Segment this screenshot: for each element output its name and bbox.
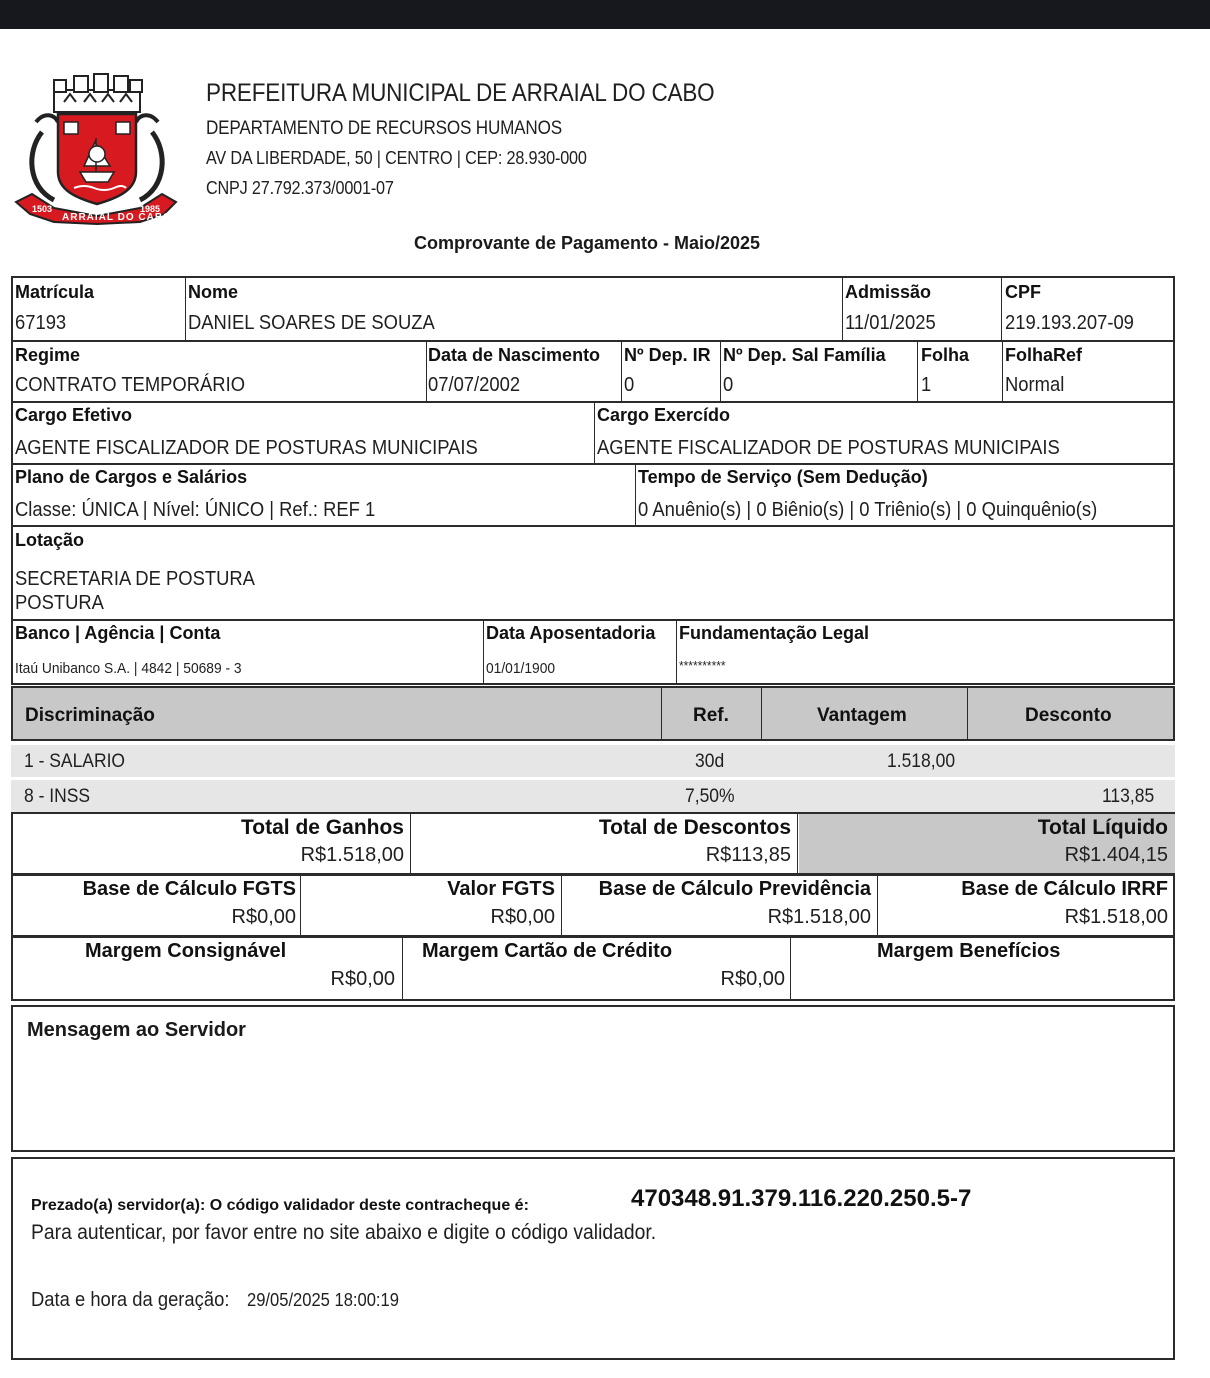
cpf-value: 219.193.207-09 — [1005, 312, 1134, 334]
total-liquido-label: Total Líquido — [1037, 816, 1168, 839]
base-fgts-label: Base de Cálculo FGTS — [82, 878, 296, 900]
cargo-efetivo-label: Cargo Efetivo — [15, 405, 133, 425]
validacao-instrucao: Para autenticar, por favor entre no site abaixo e digite o código validador. — [31, 1221, 657, 1244]
lotacao-value-2: POSTURA — [15, 592, 104, 614]
discriminacao-header — [11, 686, 1175, 741]
row-ref: 7,50% — [685, 786, 735, 807]
base-fgts-value: R$0,00 — [231, 906, 296, 928]
dep-ir-label: Nº Dep. IR — [624, 345, 711, 365]
row-vantagem: 1.518,00 — [887, 751, 956, 772]
top-bar — [0, 0, 1210, 29]
org-cnpj: CNPJ 27.792.373/0001-07 — [206, 178, 394, 198]
total-descontos-value: R$113,85 — [705, 844, 791, 866]
folharef-label: FolhaRef — [1005, 345, 1083, 365]
banco-value: Itaú Unibanco S.A. | 4842 | 50689 - 3 — [15, 660, 242, 677]
cargo-exercido-label: Cargo Exercído — [597, 405, 731, 425]
row-desc: 8 - INSS — [24, 786, 91, 807]
matricula-label: Matrícula — [15, 282, 95, 302]
dep-sal-label: Nº Dep. Sal Família — [723, 345, 886, 365]
lotacao-value-1: SECRETARIA DE POSTURA — [15, 568, 255, 590]
base-previdencia-label: Base de Cálculo Previdência — [598, 878, 871, 900]
plano-value: Classe: ÚNICA | Nível: ÚNICO | Ref.: REF 1 — [15, 499, 376, 521]
banco-label: Banco | Agência | Conta — [15, 623, 221, 643]
margens-row — [11, 936, 1175, 1001]
bases-row — [11, 874, 1175, 937]
base-previdencia-value: R$1.518,00 — [767, 906, 871, 928]
validation-code: 470348.91.379.116.220.250.5-7 — [631, 1185, 972, 1212]
discriminacao-header-label: Discriminação — [25, 705, 155, 726]
base-irrf-value: R$1.518,00 — [1064, 906, 1168, 928]
regime-label: Regime — [15, 345, 81, 365]
org-name: PREFEITURA MUNICIPAL DE ARRAIAL DO CABO — [206, 79, 715, 107]
logo-ribbon-text: ARRAIAL DO CABO — [62, 212, 172, 223]
table-row — [11, 780, 1175, 812]
dep-ir-value: 0 — [624, 374, 635, 396]
row-desc: 1 - SALARIO — [24, 751, 126, 772]
logo-year-left: 1503 — [32, 204, 53, 214]
logo-year-right: 1985 — [140, 204, 161, 214]
folha-value: 1 — [921, 374, 932, 396]
aposentadoria-value: 01/01/1900 — [486, 660, 556, 677]
total-liquido-value: R$1.404,15 — [1064, 844, 1168, 866]
base-irrf-label: Base de Cálculo IRRF — [961, 878, 1168, 900]
mensagem-servidor-box — [11, 1005, 1175, 1152]
margem-consignavel-value: R$0,00 — [330, 968, 395, 990]
fundamentacao-label: Fundamentação Legal — [679, 623, 870, 643]
validacao-intro: Prezado(a) servidor(a): O código validador deste contracheque é: — [31, 1197, 529, 1214]
nome-value: DANIEL SOARES DE SOUZA — [188, 312, 435, 334]
valor-fgts-label: Valor FGTS — [447, 878, 555, 900]
regime-value: CONTRATO TEMPORÁRIO — [15, 374, 246, 396]
nascimento-value: 07/07/2002 — [428, 374, 521, 396]
cargo-exercido-value: AGENTE FISCALIZADOR DE POSTURAS MUNICIPAIS — [597, 437, 1060, 459]
matricula-value: 67193 — [15, 312, 67, 334]
employee-info-table — [11, 276, 1175, 685]
tempo-servico-label: Tempo de Serviço (Sem Dedução) — [638, 467, 928, 487]
margem-cartao-label: Margem Cartão de Crédito — [422, 940, 673, 962]
folha-label: Folha — [921, 345, 969, 365]
vantagem-header-label: Vantagem — [817, 705, 907, 726]
lotacao-label: Lotação — [15, 530, 85, 550]
margem-beneficios-label: Margem Benefícios — [877, 940, 1061, 962]
dep-sal-value: 0 — [723, 374, 734, 396]
mensagem-title: Mensagem ao Servidor — [27, 1019, 246, 1041]
admissao-value: 11/01/2025 — [845, 312, 936, 334]
plano-label: Plano de Cargos e Salários — [15, 467, 248, 487]
ref-header-label: Ref. — [693, 705, 729, 726]
row-desconto: 113,85 — [1102, 786, 1155, 807]
desconto-header-label: Desconto — [1025, 705, 1112, 726]
cpf-label: CPF — [1005, 282, 1041, 302]
data-geracao-value: 29/05/2025 18:00:19 — [247, 1290, 399, 1310]
total-ganhos-value: R$1.518,00 — [300, 844, 404, 866]
admissao-label: Admissão — [845, 282, 932, 302]
valor-fgts-value: R$0,00 — [490, 906, 555, 928]
total-ganhos-label: Total de Ganhos — [241, 816, 404, 839]
margem-cartao-value: R$0,00 — [720, 968, 785, 990]
nome-label: Nome — [188, 282, 239, 302]
tempo-servico-value: 0 Anuênio(s) | 0 Biênio(s) | 0 Triênio(s) | 0 Quinquênio(s) — [638, 499, 1098, 521]
document-title: Comprovante de Pagamento - Maio/2025 — [413, 233, 761, 253]
cargo-efetivo-value: AGENTE FISCALIZADOR DE POSTURAS MUNICIPAIS — [15, 437, 478, 459]
validacao-box — [11, 1157, 1175, 1360]
nascimento-label: Data de Nascimento — [428, 345, 601, 365]
table-row — [11, 745, 1175, 777]
row-ref: 30d — [695, 751, 725, 772]
fundamentacao-value: ********** — [679, 658, 726, 673]
org-address: AV DA LIBERDADE, 50 | CENTRO | CEP: 28.930-000 — [206, 148, 587, 168]
aposentadoria-label: Data Aposentadoria — [486, 623, 656, 643]
totals-row — [11, 812, 1175, 875]
department-name: DEPARTAMENTO DE RECURSOS HUMANOS — [206, 118, 562, 139]
margem-consignavel-label: Margem Consignável — [85, 940, 287, 962]
municipal-crest-logo — [14, 72, 178, 227]
total-descontos-label: Total de Descontos — [598, 816, 791, 839]
folharef-value: Normal — [1005, 374, 1065, 396]
data-geracao-label: Data e hora da geração: — [31, 1289, 230, 1311]
